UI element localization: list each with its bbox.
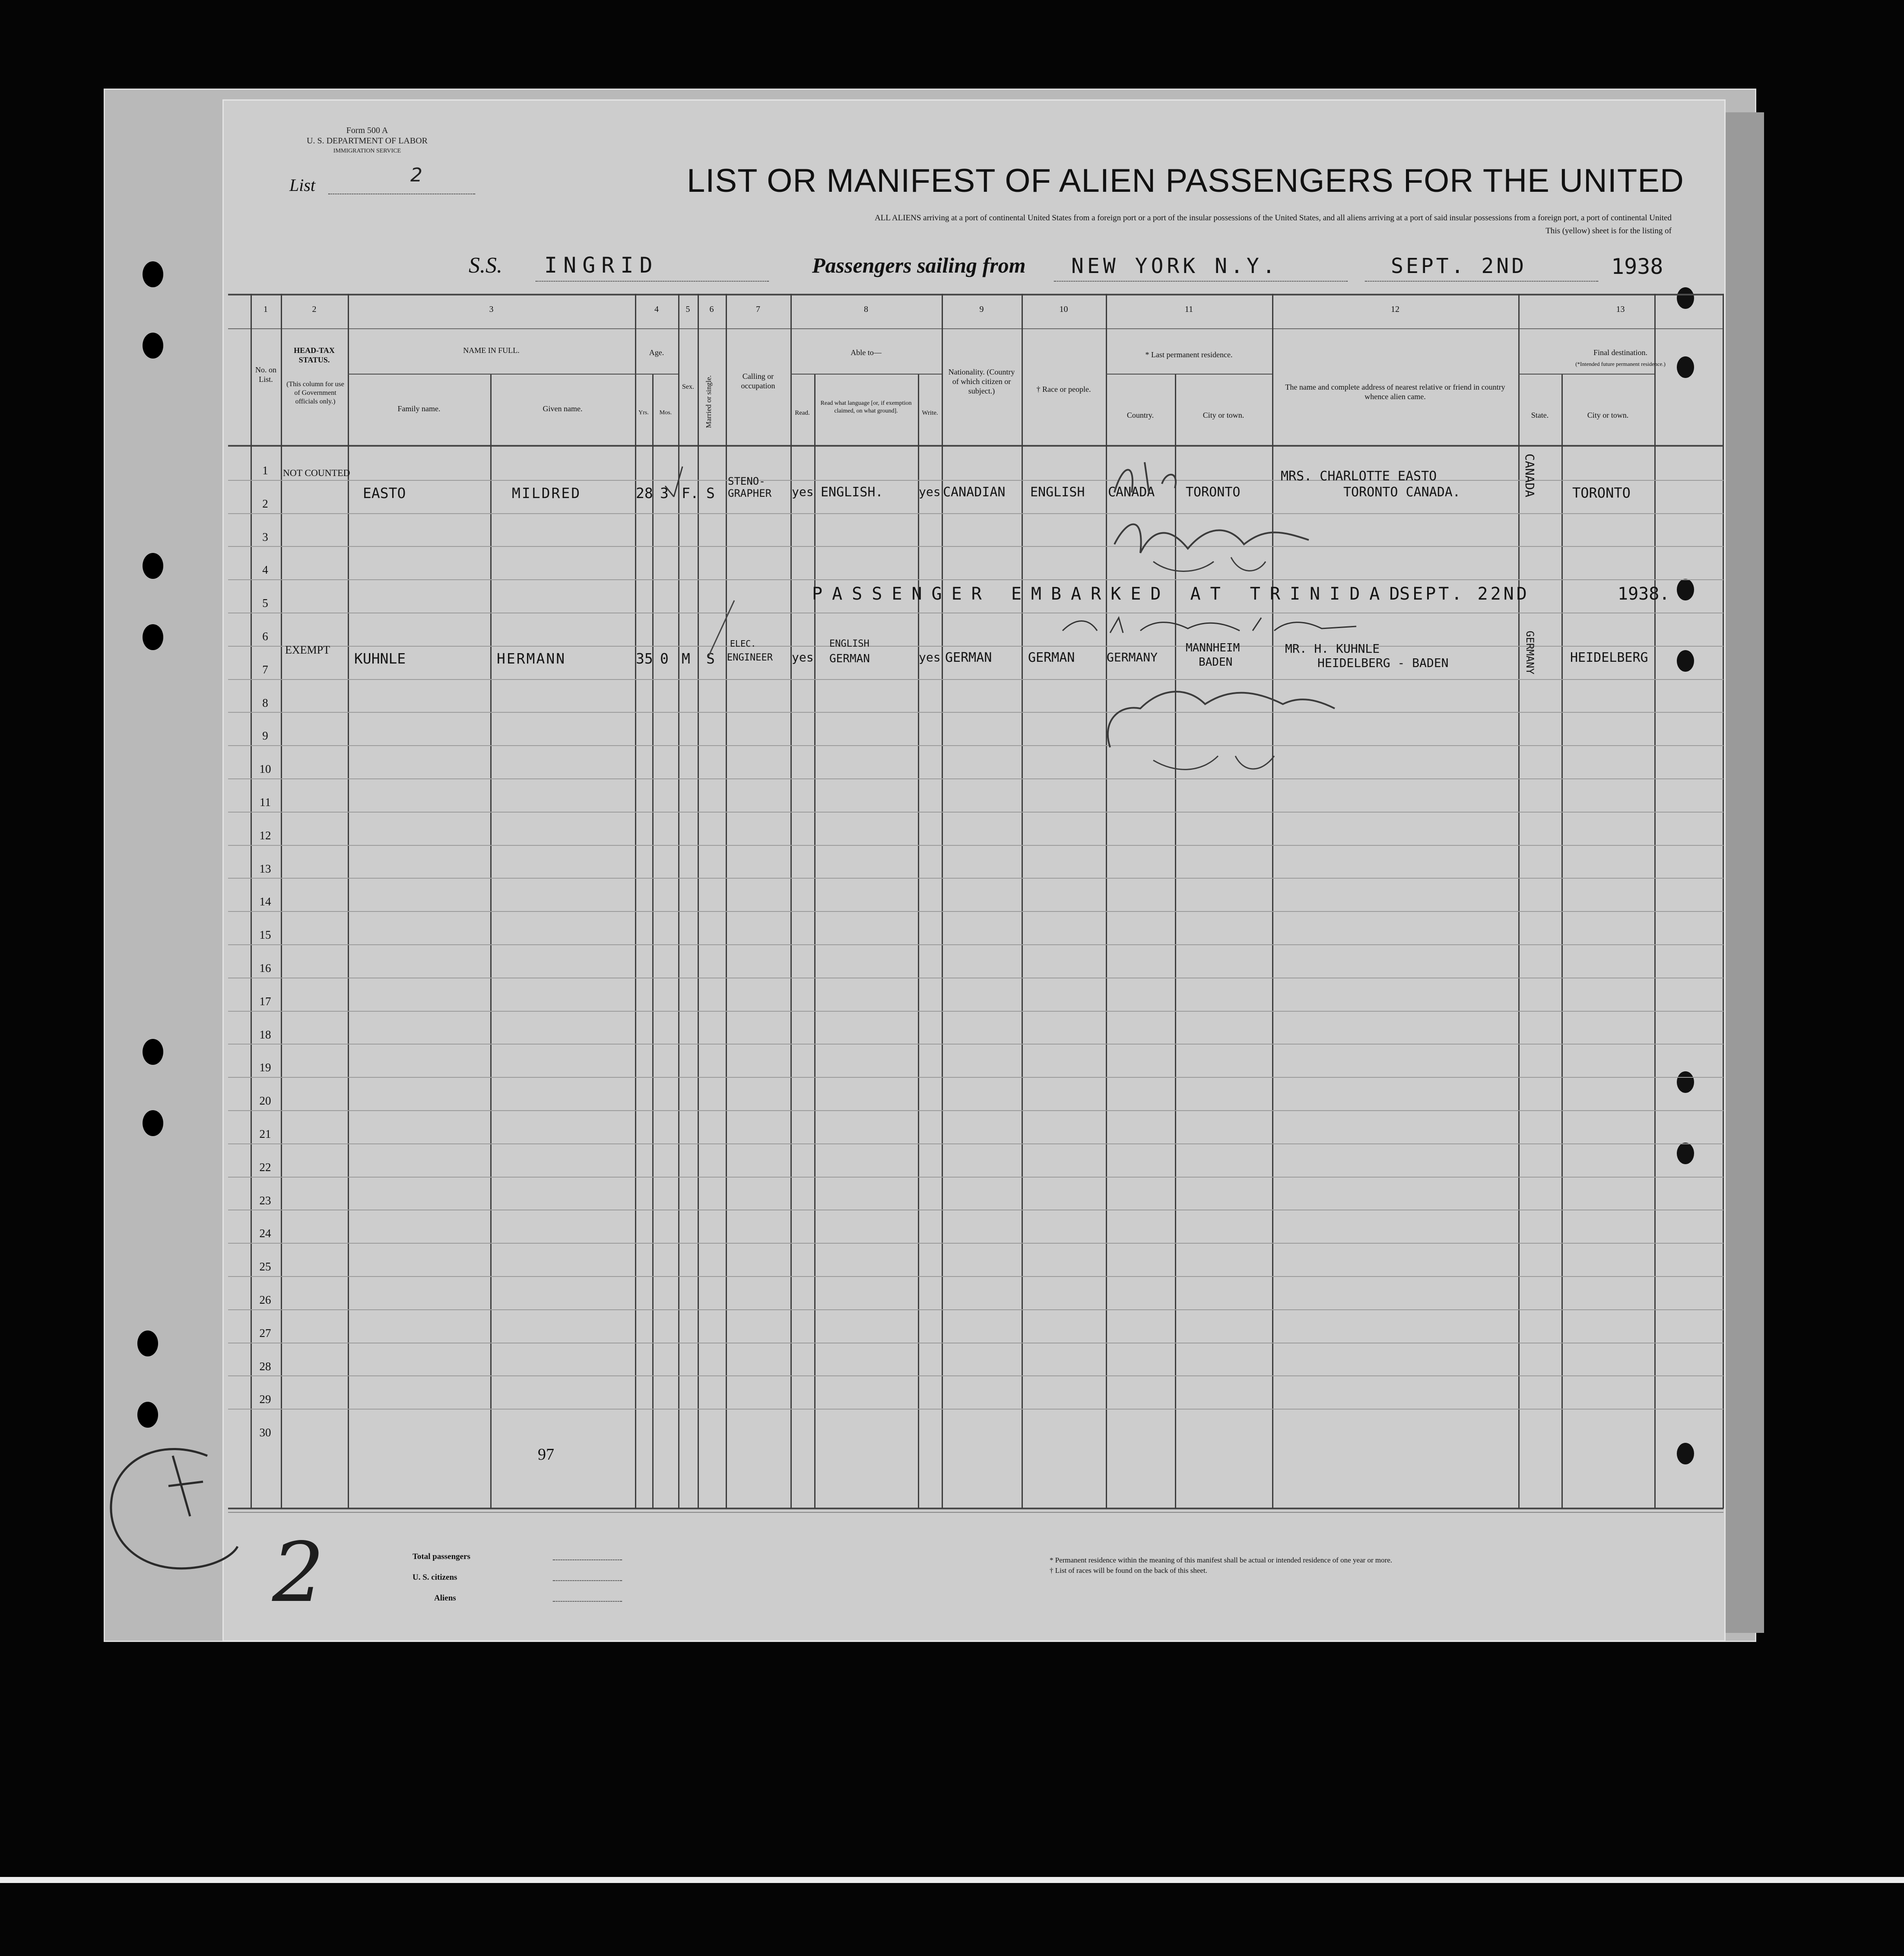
row6-dest-city: HEIDELBERG (1570, 650, 1648, 665)
table-top-border (228, 294, 1723, 295)
punch-hole (143, 261, 163, 287)
row1-language: ENGLISH. (821, 485, 883, 500)
total-passengers-label: Total passengers (413, 1552, 470, 1561)
punch-hole (1677, 579, 1694, 600)
row6-state: GERMANY (1524, 631, 1536, 675)
header-calling: Calling or occupation (741, 372, 775, 390)
punch-hole (143, 624, 163, 650)
pencil-circle-mark (104, 1438, 242, 1581)
punch-hole (1677, 1143, 1694, 1164)
row-number: 3 (262, 530, 268, 543)
header-name-in-full: NAME IN FULL. (463, 346, 520, 355)
total-passengers-line (553, 1559, 622, 1560)
row-number: 1 (262, 464, 268, 477)
column-number: 10 (1059, 305, 1068, 314)
row-number: 6 (262, 630, 268, 643)
row-line (228, 480, 1723, 481)
header-nationality: Nationality. (Country of which citizen or subject.) (948, 368, 1015, 395)
row-number: 17 (259, 994, 271, 1008)
punch-hole (143, 1039, 163, 1065)
row1-race: ENGLISH (1030, 485, 1085, 500)
column-line (490, 374, 492, 1508)
row-line (228, 1409, 1723, 1410)
row-line (228, 745, 1723, 746)
punch-hole (143, 553, 163, 579)
row1-family-name: EASTO (363, 485, 406, 502)
row-number: 28 (259, 1359, 271, 1373)
footer-note-residence: * Permanent residence within the meaning of this manifest shall be actual or intended residence of one year or more. (1050, 1556, 1393, 1564)
row1-country: CANADA (1108, 485, 1155, 500)
row-line (228, 1044, 1723, 1045)
row-line (228, 1110, 1723, 1111)
row-line (228, 1243, 1723, 1244)
column-line (281, 294, 282, 1508)
row-line (228, 944, 1723, 945)
row5-annotation-scribble (1058, 613, 1361, 639)
row1-given-name: MILDRED (512, 485, 581, 502)
subtitle-line-2: This (yellow) sheet is for the listing of (1545, 226, 1672, 235)
subheader-line (1106, 374, 1272, 375)
row-number: 18 (259, 1028, 271, 1041)
row6-nationality: GERMAN (945, 650, 992, 665)
form-header (302, 125, 432, 156)
column-line (1654, 294, 1656, 1508)
tick-marks (657, 449, 743, 674)
row1-relative-line1: MRS. CHARLOTTE EASTO (1281, 469, 1437, 484)
header-write: Write. (922, 410, 938, 416)
row6-head-tax: EXEMPT (285, 644, 330, 656)
row-number: 8 (262, 696, 268, 709)
us-citizens-line (553, 1580, 622, 1581)
row-number: 11 (260, 796, 271, 809)
row1-state: CANADA (1523, 454, 1537, 498)
row6-sex: M (682, 650, 690, 667)
row-number: 24 (259, 1227, 271, 1240)
subheader-line (348, 374, 635, 375)
row1-mos: 3 (660, 485, 669, 502)
manifest-subtitle (380, 212, 1672, 238)
header-yrs: Yrs. (638, 410, 649, 416)
row6-family-name: KUHNLE (354, 650, 406, 667)
row1-yrs: 28 (636, 485, 653, 502)
row-number: 20 (259, 1094, 271, 1108)
page-number: 97 (538, 1445, 554, 1464)
row6-language-line1: ENGLISH (829, 638, 869, 649)
row1-calling: STENO- GRAPHER (728, 475, 772, 499)
row-line (228, 646, 1723, 647)
ship-name: INGRID (544, 253, 659, 278)
header-age: Age. (649, 348, 664, 357)
row-line (228, 1177, 1723, 1178)
header-read: Read. (795, 410, 810, 416)
row6-relative-line2: HEIDELBERG - BADEN (1317, 656, 1449, 670)
column-number: 13 (1616, 305, 1625, 314)
header-sex: Sex. (682, 383, 694, 391)
row-number: 26 (259, 1293, 271, 1306)
row1-nationality: CANADIAN (943, 485, 1006, 500)
row-number: 10 (259, 762, 271, 776)
sailing-label: Passengers sailing from (812, 253, 1026, 277)
header-given-name: Given name. (543, 404, 583, 413)
header-race: † Race or people. (1036, 385, 1091, 394)
column-number: 3 (489, 305, 494, 314)
header-relative: The name and complete address of nearest relative or friend in country whence alien came. (1285, 383, 1505, 401)
manifest-title: LIST OR MANIFEST OF ALIEN PASSENGERS FOR THE UNITED (687, 162, 1684, 199)
column-number: 9 (979, 305, 984, 314)
inspector-signature (1101, 445, 1343, 773)
row-number: 2 (262, 497, 268, 510)
row-line (228, 546, 1723, 547)
row1-write: yes (919, 485, 941, 499)
subheader-line (1518, 374, 1654, 375)
column-number: 2 (312, 305, 317, 314)
row-line (228, 679, 1723, 680)
service-name: IMMIGRATION SERVICE (333, 148, 401, 154)
punch-hole (1677, 1071, 1694, 1093)
row4-embark-year: 1938. (1618, 584, 1670, 604)
punch-hole (137, 1402, 158, 1428)
row6-given-name: HERMANN (497, 650, 566, 667)
row-number: 30 (259, 1426, 271, 1439)
column-number: 1 (263, 305, 268, 314)
column-line (790, 294, 792, 1508)
row1-married: S (706, 485, 715, 502)
footer-notes (1050, 1555, 1611, 1576)
row-number: 16 (259, 962, 271, 975)
header-no-on-list: No. on List. (255, 365, 276, 384)
header-final-destination-note: (*Intended future permanent residence.) (1575, 361, 1666, 367)
header-mos: Mos. (659, 410, 672, 416)
row6-yrs: 35 (636, 650, 653, 667)
table-bottom-border (228, 1508, 1723, 1509)
row6-city-line2: BADEN (1199, 656, 1233, 669)
punch-hole (143, 1110, 163, 1136)
header-family-name: Family name. (397, 404, 441, 413)
row-number: 9 (262, 729, 268, 743)
column-line (814, 374, 816, 1508)
row-line (228, 1011, 1723, 1012)
row-number: 25 (259, 1260, 271, 1273)
sailing-port: NEW YORK N.Y. (1071, 254, 1279, 278)
row6-married: S (706, 650, 715, 667)
row-number: 23 (259, 1194, 271, 1207)
column-line (635, 294, 636, 1508)
row-line (228, 712, 1723, 713)
aliens-line (553, 1601, 622, 1602)
row-number: 14 (259, 895, 271, 908)
header-bottom-border (228, 445, 1723, 447)
sailing-date: SEPT. 2ND (1391, 254, 1527, 278)
header-state: State. (1531, 411, 1549, 419)
punch-hole (143, 333, 163, 359)
subtitle-line-1: ALL ALIENS arriving at a port of continental United States from a foreign port or a port of the insular possessions of the United States, and all aliens arriving at a port of said insular possessions from a foreign port, a port of continental United (874, 213, 1672, 222)
row6-language-line2: GERMAN (829, 652, 870, 665)
row-number: 22 (259, 1160, 271, 1174)
row-line (228, 1276, 1723, 1277)
column-line (652, 374, 654, 1508)
header-head-tax-note: (This column for use of Government officials only.) (286, 381, 344, 405)
header-dest-city: City or town. (1587, 411, 1629, 419)
us-citizens-label: U. S. citizens (413, 1573, 457, 1582)
row6-read: yes (792, 650, 814, 664)
subheader-line (790, 374, 942, 375)
form-number: Form 500 A (346, 126, 388, 135)
row1-relative-line2: TORONTO CANADA. (1343, 485, 1460, 500)
row1-city: TORONTO (1186, 485, 1241, 500)
column-number: 12 (1391, 305, 1399, 314)
list-value: 2 (410, 164, 422, 186)
row1-dest-city: TORONTO (1572, 485, 1631, 501)
row1-read: yes (792, 485, 814, 499)
header-final-destination: Final destination. (1593, 348, 1647, 357)
header-able-to: Able to— (850, 348, 882, 357)
row-number: 21 (259, 1127, 271, 1140)
row-line (228, 1375, 1723, 1376)
column-number: 8 (864, 305, 868, 314)
row-line (228, 1309, 1723, 1310)
column-number: 6 (709, 305, 714, 314)
subheader-line (635, 374, 678, 375)
row-line (228, 911, 1723, 912)
column-line (942, 294, 943, 1508)
row6-calling-line2: ENGINEER (727, 652, 773, 663)
header-read-language: Read what language [or, if exemption claimed, on what ground]. (820, 400, 912, 414)
column-line (918, 374, 919, 1508)
row1-head-tax: NOT COUNTED (283, 467, 350, 478)
row1-sex: F. (682, 485, 699, 502)
column-number: 4 (654, 305, 659, 314)
row4-embark-note: PASSENGER EMBARKED AT TRINIDAD (812, 584, 1409, 604)
row-line (228, 845, 1723, 846)
footer-divider (228, 1512, 1723, 1513)
column-line (1518, 294, 1520, 1508)
row-number: 29 (259, 1393, 271, 1406)
row-number: 7 (262, 663, 268, 676)
row-number: 5 (262, 597, 268, 610)
row-line (228, 878, 1723, 879)
date-dotted-line (1365, 281, 1598, 282)
ship-dotted-line (536, 281, 769, 282)
column-number: 5 (685, 305, 690, 314)
column-line (1561, 374, 1563, 1508)
row6-race: GERMAN (1028, 650, 1075, 665)
punch-hole (1677, 650, 1694, 672)
manifest-page (222, 99, 1726, 1642)
row-number: 12 (259, 829, 271, 842)
row-line (228, 1143, 1723, 1144)
department-name: U. S. DEPARTMENT OF LABOR (307, 136, 428, 146)
column-line (1022, 294, 1023, 1508)
column-line (1723, 294, 1724, 1508)
row-line (228, 1077, 1723, 1078)
film-edge-line (0, 1877, 1904, 1883)
row-line (228, 778, 1723, 779)
row-number: 4 (262, 563, 268, 577)
row-number: 19 (259, 1061, 271, 1074)
row-number: 27 (259, 1326, 271, 1340)
sailing-year: 1938 (1611, 254, 1663, 279)
header-country: Country. (1127, 411, 1154, 419)
column-number-divider (228, 328, 1723, 329)
row6-calling-line1: ELEC. (730, 638, 756, 649)
punch-hole (1677, 1443, 1694, 1464)
row6-city-line1: MANNHEIM (1186, 641, 1240, 654)
port-dotted-line (1054, 281, 1348, 282)
row6-mos: 0 (660, 650, 669, 667)
header-last-residence: * Last permanent residence. (1145, 350, 1233, 359)
list-label: List (289, 175, 316, 195)
column-number: 11 (1184, 305, 1193, 314)
footer-note-races: † List of races will be found on the back of this sheet. (1050, 1566, 1207, 1575)
row6-country: GERMANY (1107, 650, 1158, 664)
header-head-tax: HEAD-TAX STATUS. (294, 346, 335, 364)
sheet-number: 2 (272, 1525, 324, 1620)
row-number: 13 (259, 862, 271, 875)
header-married: Married or single. (704, 375, 713, 429)
column-number: 7 (756, 305, 760, 314)
row-number: 15 (259, 928, 271, 942)
row-line (228, 812, 1723, 813)
header-city: City or town. (1203, 411, 1244, 419)
column-line (251, 294, 252, 1508)
row6-relative-line1: MR. H. KUHNLE (1285, 641, 1380, 656)
punch-hole (137, 1330, 158, 1356)
aliens-label: Aliens (434, 1594, 456, 1603)
row6-write: yes (919, 650, 941, 664)
ship-prefix: S.S. (469, 253, 502, 278)
row-line (228, 579, 1723, 580)
row4-embark-date: SEPT. 22ND (1399, 584, 1530, 604)
row-line (228, 513, 1723, 514)
